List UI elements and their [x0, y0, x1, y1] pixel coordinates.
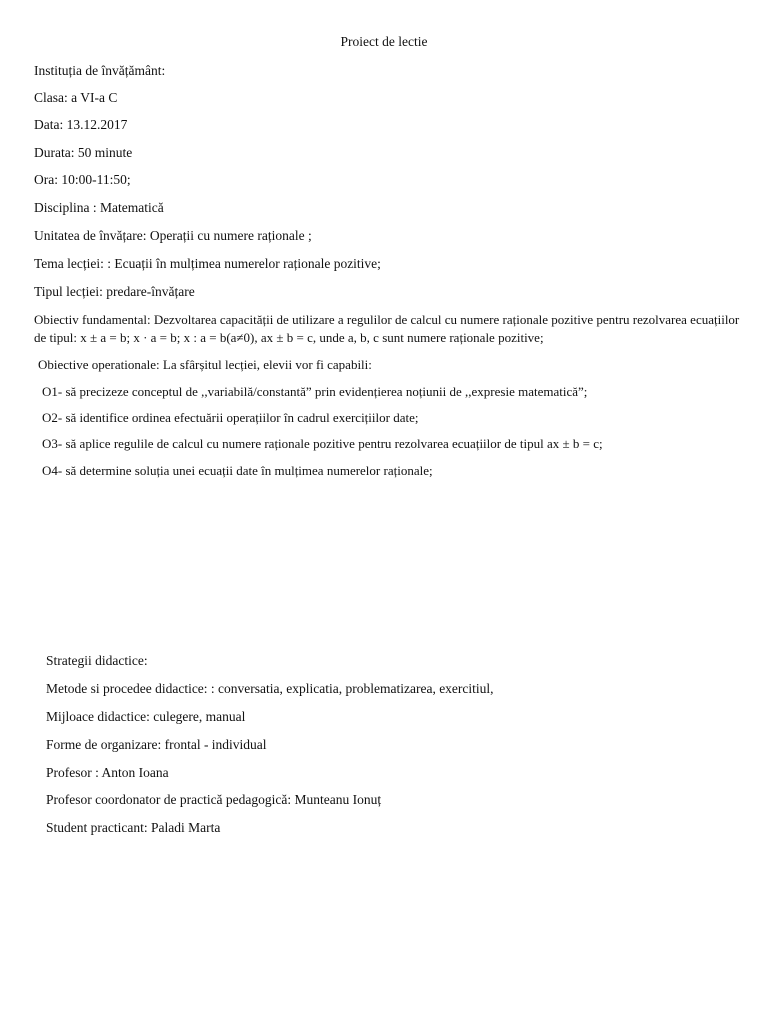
- duration-line: Durata: 50 minute: [34, 145, 133, 160]
- class-line: Clasa: a VI-a C: [34, 90, 118, 105]
- fundamental-objective: Obiectiv fundamental: Dezvoltarea capacității de utilizare a regulilor de calcul cu numere raționale pozitive pentru rezolvarea ecuațiilor de tipul: x ± a = b; x · a = b; x : a = b(a≠0), ax ± b = c, unde a, b, c sunt numere raționale pozitive;: [34, 312, 740, 345]
- strategies-heading: Strategii didactice:: [46, 653, 148, 668]
- date-line: Data: 13.12.2017: [34, 117, 128, 132]
- objective-o4: O4- să determine soluția unei ecuații date în mulțimea numerelor raționale;: [42, 463, 433, 478]
- objective-o3: O3- să aplice regulile de calcul cu numere raționale pozitive pentru rezolvarea ecuațiilor de tipul ax ± b = c;: [42, 436, 603, 451]
- objective-o1: O1- să precizeze conceptul de ,,variabilă/constantă” prin evidențierea noțiunii de ,,expresie matematică”;: [42, 384, 588, 399]
- institution-line: Instituția de învățământ:: [34, 63, 166, 78]
- document-title: Proiect de lectie: [340, 34, 428, 49]
- materials-line: Mijloace didactice: culegere, manual: [46, 709, 246, 724]
- discipline-line: Disciplina : Matematică: [34, 200, 164, 215]
- lesson-theme-line: Tema lecției: : Ecuații în mulțimea numerelor raționale pozitive;: [34, 256, 381, 271]
- objective-o2: O2- să identifice ordinea efectuării operațiilor în cadrul exercițiilor date;: [42, 410, 419, 425]
- teacher-line: Profesor : Anton Ioana: [46, 765, 169, 780]
- hour-line: Ora: 10:00-11:50;: [34, 172, 131, 187]
- coordinator-line: Profesor coordonator de practică pedagogică: Munteanu Ionuț: [46, 792, 382, 807]
- operational-objectives-heading: Obiective operationale: La sfârșitul lecției, elevii vor fi capabili:: [38, 357, 372, 372]
- organization-line: Forme de organizare: frontal - individual: [46, 737, 267, 752]
- learning-unit-line: Unitatea de învățare: Operații cu numere raționale ;: [34, 228, 312, 243]
- methods-line: Metode si procedee didactice: : conversatia, explicatia, problematizarea, exercitiul,: [46, 681, 494, 696]
- lesson-type-line: Tipul lecției: predare-învățare: [34, 284, 195, 299]
- student-line: Student practicant: Paladi Marta: [46, 820, 221, 835]
